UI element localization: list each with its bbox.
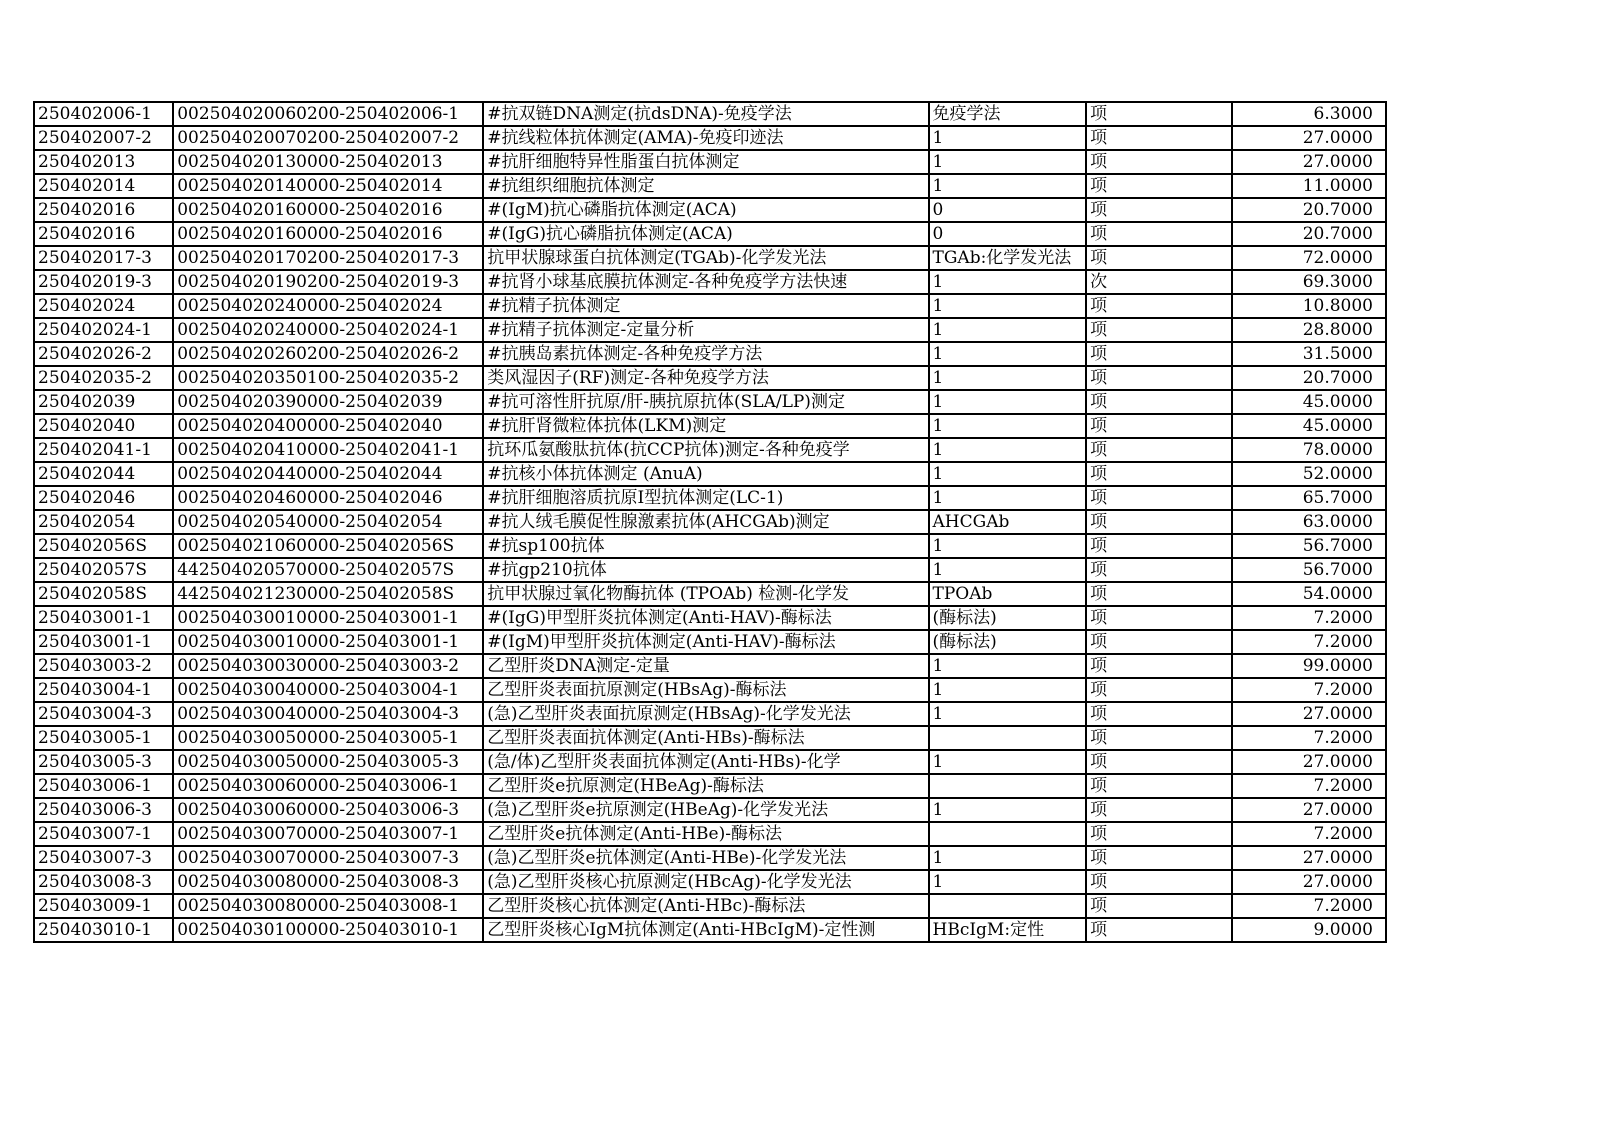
item-code-cell: 250402044 [34,462,173,486]
item-name-cell: #抗sp100抗体 [483,534,928,558]
full-code-cell: 002504020160000-250402016 [173,198,483,222]
method-cell: 1 [929,126,1087,150]
price-cell: 6.3000 [1232,102,1386,126]
table-row [34,246,1386,270]
item-name-cell: 乙型肝炎e抗原测定(HBeAg)-酶标法 [483,774,928,798]
price-cell: 56.7000 [1232,558,1386,582]
full-code-cell: 002504020130000-250402013 [173,150,483,174]
method-cell: AHCGAb [929,510,1087,534]
price-cell: 31.5000 [1232,342,1386,366]
method-cell: 1 [929,750,1087,774]
method-cell: 1 [929,294,1087,318]
table-row [34,846,1386,870]
full-code-cell: 002504020140000-250402014 [173,174,483,198]
method-cell: 1 [929,462,1087,486]
price-cell: 9.0000 [1232,918,1386,942]
price-cell: 52.0000 [1232,462,1386,486]
item-code-cell: 250402026-2 [34,342,173,366]
full-code-cell: 002504030070000-250403007-1 [173,822,483,846]
table-row [34,918,1386,942]
item-code-cell: 250402057S [34,558,173,582]
price-cell: 20.7000 [1232,366,1386,390]
item-code-cell: 250402016 [34,222,173,246]
method-cell: (酶标法) [929,630,1087,654]
unit-cell: 项 [1086,438,1232,462]
full-code-cell: 002504030080000-250403008-3 [173,870,483,894]
unit-cell: 项 [1086,558,1232,582]
method-cell: TGAb:化学发光法 [929,246,1087,270]
unit-cell: 项 [1086,294,1232,318]
unit-cell: 项 [1086,534,1232,558]
item-name-cell: #(IgM)甲型肝炎抗体测定(Anti-HAV)-酶标法 [483,630,928,654]
full-code-cell: 002504030040000-250403004-3 [173,702,483,726]
price-cell: 72.0000 [1232,246,1386,270]
item-code-cell: 250402035-2 [34,366,173,390]
full-code-cell: 002504020060200-250402006-1 [173,102,483,126]
table-row [34,126,1386,150]
unit-cell: 项 [1086,342,1232,366]
item-code-cell: 250403006-1 [34,774,173,798]
unit-cell: 项 [1086,366,1232,390]
unit-cell: 项 [1086,174,1232,198]
item-name-cell: #抗胰岛素抗体测定-各种免疫学方法 [483,342,928,366]
method-cell: 1 [929,390,1087,414]
item-code-cell: 250402046 [34,486,173,510]
table-row [34,702,1386,726]
table-row [34,174,1386,198]
item-name-cell: #抗可溶性肝抗原/肝-胰抗原抗体(SLA/LP)测定 [483,390,928,414]
table-row [34,678,1386,702]
item-name-cell: 类风湿因子(RF)测定-各种免疫学方法 [483,366,928,390]
full-code-cell: 002504030100000-250403010-1 [173,918,483,942]
price-cell: 7.2000 [1232,774,1386,798]
method-cell: 1 [929,654,1087,678]
table-row [34,102,1386,126]
price-cell: 27.0000 [1232,150,1386,174]
price-cell: 11.0000 [1232,174,1386,198]
item-code-cell: 250403005-3 [34,750,173,774]
price-cell: 27.0000 [1232,702,1386,726]
item-name-cell: #抗核小体抗体测定 (AnuA) [483,462,928,486]
unit-cell: 项 [1086,582,1232,606]
price-cell: 7.2000 [1232,822,1386,846]
unit-cell: 项 [1086,654,1232,678]
unit-cell: 项 [1086,798,1232,822]
table-row [34,318,1386,342]
item-name-cell: 乙型肝炎e抗体测定(Anti-HBe)-酶标法 [483,822,928,846]
item-name-cell: 乙型肝炎核心抗体测定(Anti-HBc)-酶标法 [483,894,928,918]
item-code-cell: 250402013 [34,150,173,174]
unit-cell: 项 [1086,726,1232,750]
table-row [34,510,1386,534]
item-name-cell: #(IgG)抗心磷脂抗体测定(ACA) [483,222,928,246]
item-name-cell: 乙型肝炎DNA测定-定量 [483,654,928,678]
unit-cell: 项 [1086,222,1232,246]
table-row [34,462,1386,486]
unit-cell: 项 [1086,462,1232,486]
price-cell: 45.0000 [1232,390,1386,414]
full-code-cell: 002504030040000-250403004-1 [173,678,483,702]
method-cell: 免疫学法 [929,102,1087,126]
item-name-cell: (急)乙型肝炎核心抗原测定(HBcAg)-化学发光法 [483,870,928,894]
method-cell: 1 [929,150,1087,174]
item-code-cell: 250403004-1 [34,678,173,702]
full-code-cell: 002504030060000-250403006-3 [173,798,483,822]
item-code-cell: 250403005-1 [34,726,173,750]
method-cell: 1 [929,702,1087,726]
method-cell: 1 [929,486,1087,510]
table-row [34,630,1386,654]
item-name-cell: 抗甲状腺球蛋白抗体测定(TGAb)-化学发光法 [483,246,928,270]
item-name-cell: (急)乙型肝炎表面抗原测定(HBsAg)-化学发光法 [483,702,928,726]
method-cell: 1 [929,534,1087,558]
price-cell: 45.0000 [1232,414,1386,438]
item-code-cell: 250402056S [34,534,173,558]
method-cell: 1 [929,558,1087,582]
full-code-cell: 002504030030000-250403003-2 [173,654,483,678]
item-code-cell: 250402017-3 [34,246,173,270]
price-cell: 56.7000 [1232,534,1386,558]
item-code-cell: 250402058S [34,582,173,606]
table-row [34,654,1386,678]
method-cell: 1 [929,342,1087,366]
table-row [34,150,1386,174]
table-row [34,774,1386,798]
unit-cell: 项 [1086,822,1232,846]
unit-cell: 项 [1086,510,1232,534]
unit-cell: 项 [1086,870,1232,894]
full-code-cell: 002504020170200-250402017-3 [173,246,483,270]
full-code-cell: 002504020160000-250402016 [173,222,483,246]
method-cell: 0 [929,198,1087,222]
item-name-cell: (急)乙型肝炎e抗原测定(HBeAg)-化学发光法 [483,798,928,822]
item-name-cell: #抗精子抗体测定-定量分析 [483,318,928,342]
table-row [34,750,1386,774]
price-cell: 7.2000 [1232,606,1386,630]
method-cell: 1 [929,366,1087,390]
price-cell: 27.0000 [1232,870,1386,894]
item-name-cell: #抗线粒体抗体测定(AMA)-免疫印迹法 [483,126,928,150]
full-code-cell: 002504020390000-250402039 [173,390,483,414]
price-cell: 63.0000 [1232,510,1386,534]
item-name-cell: #抗肝细胞特异性脂蛋白抗体测定 [483,150,928,174]
price-cell: 7.2000 [1232,894,1386,918]
table-row [34,414,1386,438]
full-code-cell: 002504020070200-250402007-2 [173,126,483,150]
price-cell: 54.0000 [1232,582,1386,606]
item-name-cell: 抗甲状腺过氧化物酶抗体 (TPOAb) 检测-化学发 [483,582,928,606]
unit-cell: 项 [1086,246,1232,270]
method-cell [929,726,1087,750]
full-code-cell: 002504020240000-250402024 [173,294,483,318]
method-cell: 1 [929,174,1087,198]
table-row [34,534,1386,558]
item-code-cell: 250403009-1 [34,894,173,918]
price-cell: 27.0000 [1232,798,1386,822]
full-code-cell: 442504020570000-250402057S [173,558,483,582]
full-code-cell: 002504020400000-250402040 [173,414,483,438]
price-cell: 78.0000 [1232,438,1386,462]
method-cell: 1 [929,318,1087,342]
full-code-cell: 002504030010000-250403001-1 [173,630,483,654]
method-cell: 1 [929,870,1087,894]
item-code-cell: 250402006-1 [34,102,173,126]
method-cell [929,822,1087,846]
full-code-cell: 442504021230000-250402058S [173,582,483,606]
table-row [34,222,1386,246]
item-code-cell: 250402014 [34,174,173,198]
item-code-cell: 250403004-3 [34,702,173,726]
item-code-cell: 250402024-1 [34,318,173,342]
full-code-cell: 002504021060000-250402056S [173,534,483,558]
table-row [34,270,1386,294]
method-cell: 0 [929,222,1087,246]
price-cell: 7.2000 [1232,726,1386,750]
table-row [34,486,1386,510]
price-cell: 27.0000 [1232,846,1386,870]
item-code-cell: 250403003-2 [34,654,173,678]
table-row [34,798,1386,822]
item-code-cell: 250402054 [34,510,173,534]
method-cell: 1 [929,846,1087,870]
price-cell: 27.0000 [1232,750,1386,774]
full-code-cell: 002504030080000-250403008-1 [173,894,483,918]
full-code-cell: 002504020190200-250402019-3 [173,270,483,294]
item-code-cell: 250403010-1 [34,918,173,942]
item-name-cell: #(IgG)甲型肝炎抗体测定(Anti-HAV)-酶标法 [483,606,928,630]
unit-cell: 项 [1086,486,1232,510]
price-cell: 27.0000 [1232,126,1386,150]
table-row [34,366,1386,390]
item-name-cell: (急/体)乙型肝炎表面抗体测定(Anti-HBs)-化学 [483,750,928,774]
item-code-cell: 250403007-1 [34,822,173,846]
unit-cell: 项 [1086,630,1232,654]
item-code-cell: 250403006-3 [34,798,173,822]
item-code-cell: 250403007-3 [34,846,173,870]
full-code-cell: 002504020260200-250402026-2 [173,342,483,366]
unit-cell: 项 [1086,774,1232,798]
unit-cell: 项 [1086,894,1232,918]
price-cell: 20.7000 [1232,198,1386,222]
unit-cell: 项 [1086,678,1232,702]
unit-cell: 项 [1086,414,1232,438]
table-row [34,438,1386,462]
item-code-cell: 250402007-2 [34,126,173,150]
price-cell: 69.3000 [1232,270,1386,294]
unit-cell: 项 [1086,102,1232,126]
price-cell: 10.8000 [1232,294,1386,318]
full-code-cell: 002504030010000-250403001-1 [173,606,483,630]
unit-cell: 项 [1086,126,1232,150]
full-code-cell: 002504030050000-250403005-3 [173,750,483,774]
method-cell: 1 [929,414,1087,438]
full-code-cell: 002504020410000-250402041-1 [173,438,483,462]
unit-cell: 项 [1086,150,1232,174]
table-row [34,390,1386,414]
unit-cell: 项 [1086,846,1232,870]
method-cell: HBcIgM:定性 [929,918,1087,942]
item-name-cell: 乙型肝炎核心IgM抗体测定(Anti-HBcIgM)-定性测 [483,918,928,942]
unit-cell: 次 [1086,270,1232,294]
item-name-cell: #抗双链DNA测定(抗dsDNA)-免疫学法 [483,102,928,126]
item-name-cell: 抗环瓜氨酸肽抗体(抗CCP抗体)测定-各种免疫学 [483,438,928,462]
full-code-cell: 002504020440000-250402044 [173,462,483,486]
item-code-cell: 250402016 [34,198,173,222]
full-code-cell: 002504030050000-250403005-1 [173,726,483,750]
item-name-cell: #抗精子抗体测定 [483,294,928,318]
method-cell [929,774,1087,798]
full-code-cell: 002504030060000-250403006-1 [173,774,483,798]
price-cell: 7.2000 [1232,678,1386,702]
item-code-cell: 250402039 [34,390,173,414]
table-body [34,102,1386,942]
item-name-cell: #抗肾小球基底膜抗体测定-各种免疫学方法快速 [483,270,928,294]
item-name-cell: (急)乙型肝炎e抗体测定(Anti-HBe)-化学发光法 [483,846,928,870]
unit-cell: 项 [1086,750,1232,774]
price-cell: 28.8000 [1232,318,1386,342]
unit-cell: 项 [1086,198,1232,222]
table-row [34,582,1386,606]
method-cell: 1 [929,438,1087,462]
spreadsheet-page [33,101,1387,943]
full-code-cell: 002504020350100-250402035-2 [173,366,483,390]
table-row [34,894,1386,918]
item-name-cell: #(IgM)抗心磷脂抗体测定(ACA) [483,198,928,222]
price-cell: 7.2000 [1232,630,1386,654]
table-row [34,870,1386,894]
item-code-cell: 250402041-1 [34,438,173,462]
table-row [34,294,1386,318]
full-code-cell: 002504020460000-250402046 [173,486,483,510]
price-cell: 65.7000 [1232,486,1386,510]
price-table [33,101,1387,943]
unit-cell: 项 [1086,606,1232,630]
price-cell: 99.0000 [1232,654,1386,678]
full-code-cell: 002504030070000-250403007-3 [173,846,483,870]
method-cell: (酶标法) [929,606,1087,630]
table-row [34,606,1386,630]
item-code-cell: 250402019-3 [34,270,173,294]
full-code-cell: 002504020240000-250402024-1 [173,318,483,342]
method-cell: TPOAb [929,582,1087,606]
unit-cell: 项 [1086,318,1232,342]
unit-cell: 项 [1086,918,1232,942]
table-row [34,558,1386,582]
unit-cell: 项 [1086,390,1232,414]
table-row [34,726,1386,750]
table-row [34,342,1386,366]
item-name-cell: 乙型肝炎表面抗原测定(HBsAg)-酶标法 [483,678,928,702]
item-name-cell: #抗组织细胞抗体测定 [483,174,928,198]
item-name-cell: #抗肝细胞溶质抗原I型抗体测定(LC-1) [483,486,928,510]
item-code-cell: 250403001-1 [34,606,173,630]
item-name-cell: #抗人绒毛膜促性腺激素抗体(AHCGAb)测定 [483,510,928,534]
table-row [34,822,1386,846]
method-cell: 1 [929,678,1087,702]
method-cell [929,894,1087,918]
item-name-cell: 乙型肝炎表面抗体测定(Anti-HBs)-酶标法 [483,726,928,750]
method-cell: 1 [929,270,1087,294]
item-name-cell: #抗gp210抗体 [483,558,928,582]
item-code-cell: 250402040 [34,414,173,438]
full-code-cell: 002504020540000-250402054 [173,510,483,534]
item-code-cell: 250402024 [34,294,173,318]
unit-cell: 项 [1086,702,1232,726]
price-cell: 20.7000 [1232,222,1386,246]
item-code-cell: 250403001-1 [34,630,173,654]
item-name-cell: #抗肝肾微粒体抗体(LKM)测定 [483,414,928,438]
table-row [34,198,1386,222]
method-cell: 1 [929,798,1087,822]
item-code-cell: 250403008-3 [34,870,173,894]
